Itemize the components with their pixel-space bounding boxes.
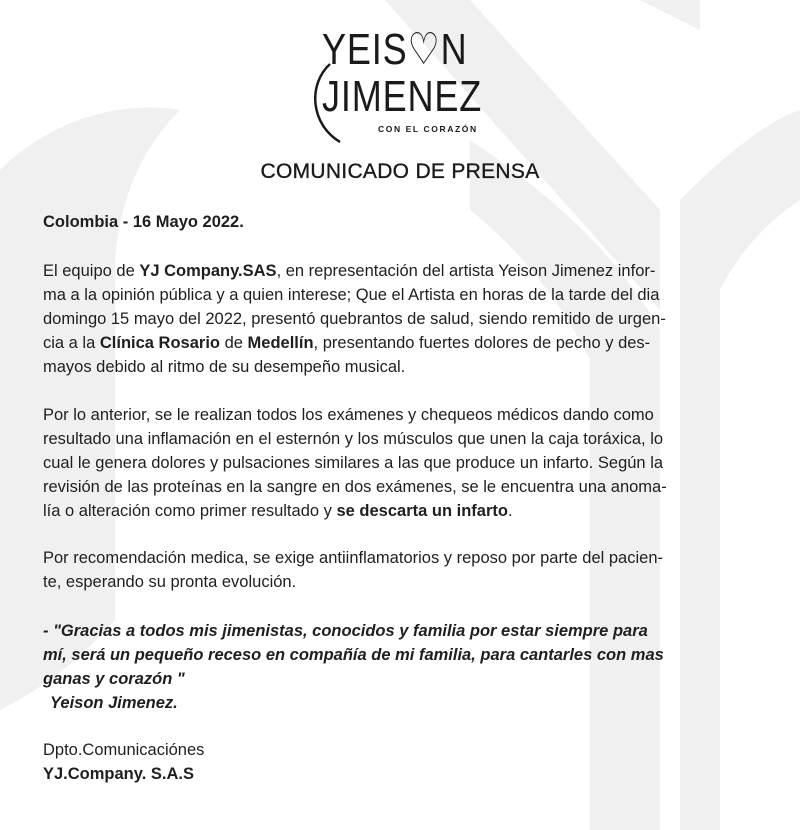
logo-line-2: JIMENEZ bbox=[322, 72, 483, 121]
page-title: COMUNICADO DE PRENSA bbox=[260, 160, 540, 183]
artist-quote: - "Gracias a todos mis jimenistas, conocidos y familia por estar siempre para mí, será un pequeño receso en compañía de mi familia, para cantarles con mas ganas y corazón " bbox=[43, 622, 664, 688]
logo-tagline: CON EL CORAZÓN bbox=[378, 124, 478, 134]
paragraph-2: Por lo anterior, se le realizan todos los exámenes y chequeos médicos dando como resultado una inflamación en el esternón y los músculos que unen la caja toráxica, lo cual le genera dolores y pulsaciones similares a las que produce un infarto. Según la revisión de las proteínas en la sangre en dos exámenes, se le encuentra una anoma- lía o alteración como primer resultado y se descarta un infarto. bbox=[43, 406, 667, 520]
paragraph-3: Por recomendación medica, se exige antiinflamatorios y reposo por parte del pacien- te, esperando su pronta evolución. bbox=[43, 549, 663, 591]
date-line: Colombia - 16 Mayo 2022. bbox=[43, 213, 244, 231]
logo-line-1: YEIS♡N bbox=[322, 25, 468, 74]
paragraph-1: El equipo de YJ Company.SAS, en representación del artista Yeison Jimenez infor- ma a la opinión pública y a quien interese; Que el Artista en horas de la tarde del dia domingo 15 mayo del 2022, presentó quebrantos de salud, siendo remitido de urgen- cia a la Clínica Rosario de Medellín, presentando fuertes dolores de pecho y des- mayos debido al ritmo de su desempeño musical. bbox=[43, 262, 666, 376]
quote-author: Yeison Jimenez. bbox=[50, 694, 178, 712]
yeison-jimenez-logo bbox=[300, 14, 510, 134]
company-signature: YJ.Company. S.A.S bbox=[43, 765, 194, 783]
department-signature: Dpto.Comunicaciónes bbox=[43, 741, 205, 759]
